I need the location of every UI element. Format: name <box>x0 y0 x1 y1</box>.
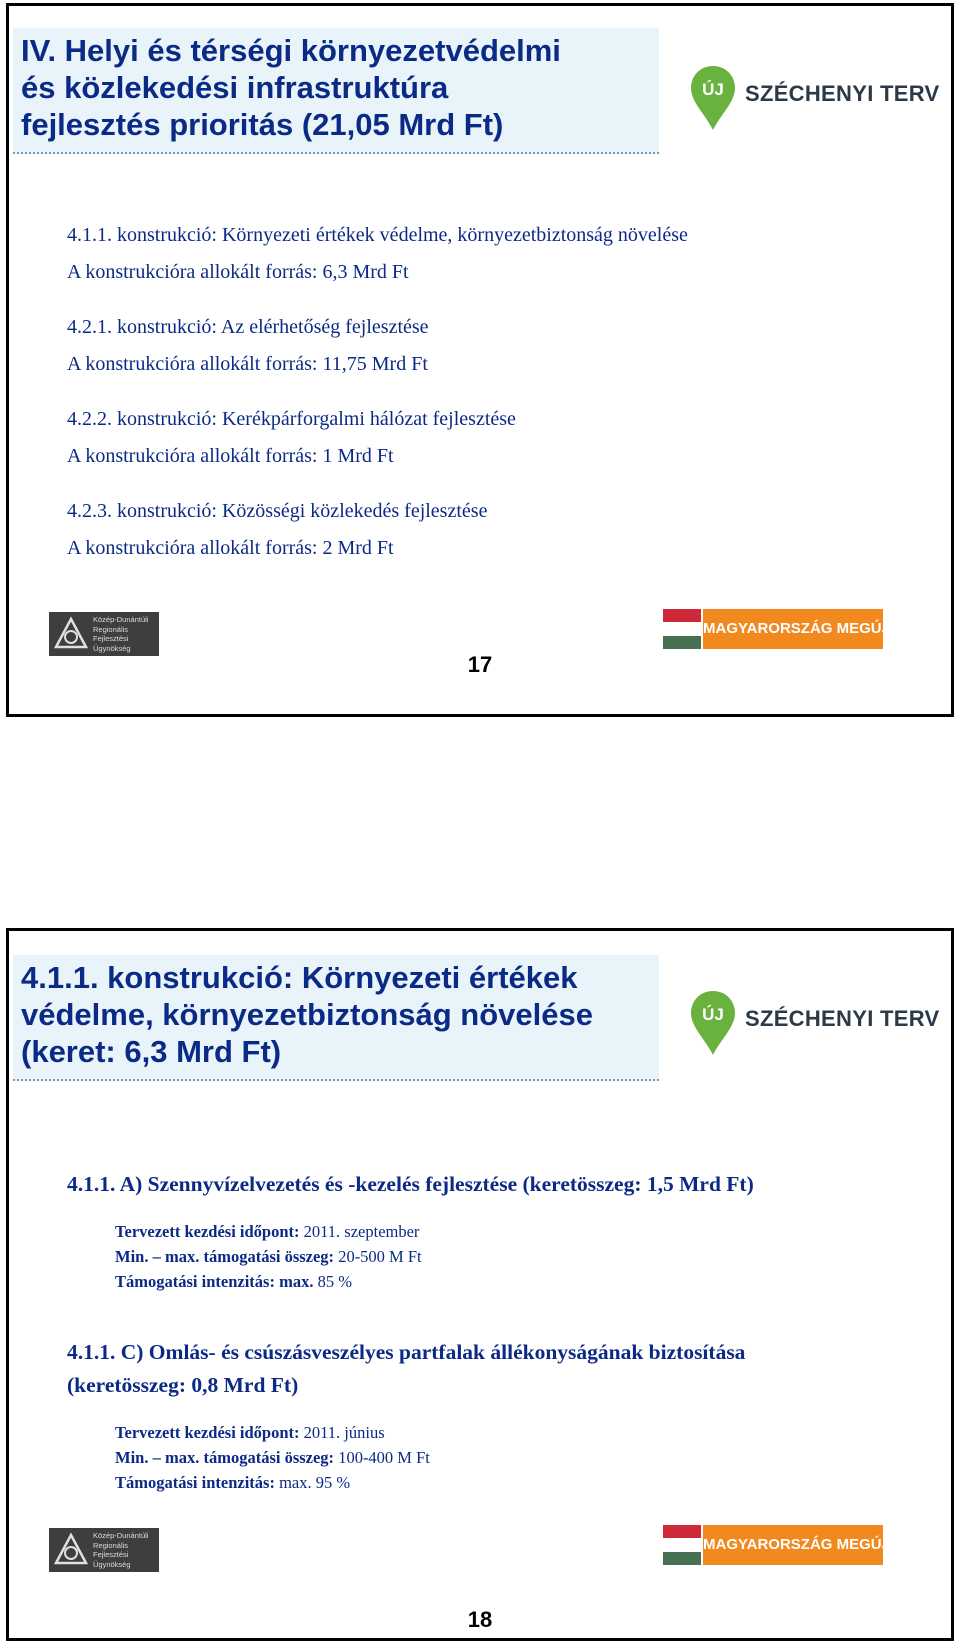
start-date-row <box>115 1219 931 1244</box>
triangle-knot-icon <box>53 616 89 652</box>
item-title: 4.1.1. konstrukció: Környezeti értékek védelme, környezetbiztonság növelése <box>67 224 688 246</box>
triangle-knot-icon <box>53 1532 89 1568</box>
list-item <box>67 493 931 567</box>
title-line: és közlekedési infrastruktúra <box>21 70 449 105</box>
logo-banner-text: MAGYARORSZÁG MEGÚJUL <box>703 1525 883 1565</box>
logo-szechenyi-text: SZÉCHENYI TERV <box>745 1006 940 1031</box>
magyarorszag-megujul-logo <box>663 1525 910 1565</box>
title-line: védelme, környezetbiztonság növelése <box>21 997 593 1032</box>
kdr-line: Regionális <box>93 1540 129 1550</box>
amount-row <box>115 1244 931 1269</box>
kdr-line: Fejlesztési <box>93 634 129 643</box>
item-allocation: A konstrukcióra allokált forrás: 11,75 Mrd Ft <box>67 353 428 375</box>
intensity-value: 85 % <box>317 1272 352 1291</box>
slide-18 <box>6 928 954 1641</box>
start-date-row <box>115 1420 931 1445</box>
block-a <box>67 1168 931 1294</box>
item-allocation: A konstrukcióra allokált forrás: 2 Mrd Ft <box>67 537 394 559</box>
amount-label: Min. – max. támogatási összeg: <box>115 1448 335 1467</box>
start-label: Tervezett kezdési időpont: <box>115 1423 300 1442</box>
intensity-label: Támogatási intenzitás: <box>115 1473 275 1492</box>
block-details <box>115 1420 931 1495</box>
list-item <box>67 217 931 291</box>
start-value: 2011. szeptember <box>303 1222 420 1241</box>
intensity-row <box>115 1470 931 1495</box>
start-label: Tervezett kezdési időpont: <box>115 1222 300 1241</box>
block-details <box>115 1219 931 1294</box>
logo-banner-text: MAGYARORSZÁG MEGÚJUL <box>703 609 883 649</box>
szechenyi-terv-logo <box>689 983 939 1063</box>
szechenyi-terv-logo <box>689 58 939 138</box>
title-line: fejlesztés prioritás (21,05 Mrd Ft) <box>21 107 504 142</box>
intensity-label: Támogatási intenzitás: max. <box>115 1272 314 1291</box>
slide-title <box>13 28 659 154</box>
magyarorszag-megujul-logo <box>663 609 910 649</box>
item-title: 4.2.2. konstrukció: Kerékpárforgalmi hálózat fejlesztése <box>67 408 516 430</box>
construction-list <box>67 217 931 585</box>
kdr-line: Fejlesztési <box>93 1550 129 1559</box>
hungarian-flag-icon <box>663 1525 701 1565</box>
item-title: 4.2.1. konstrukció: Az elérhetőség fejlesztése <box>67 316 429 338</box>
intensity-value: max. 95 % <box>279 1473 351 1492</box>
block-heading-budget: (keretösszeg: 0,8 Mrd Ft) <box>67 1373 299 1397</box>
page-number: 18 <box>467 1607 493 1632</box>
intensity-row <box>115 1269 931 1294</box>
sub-construction-details <box>67 1168 931 1495</box>
map-pin-icon <box>689 989 737 1057</box>
map-pin-icon <box>689 64 737 132</box>
amount-label: Min. – max. támogatási összeg: <box>115 1247 335 1266</box>
kdr-line: Ügynökség <box>93 643 131 653</box>
kdr-line: Ügynökség <box>93 1559 131 1569</box>
title-line: (keret: 6,3 Mrd Ft) <box>21 1034 282 1069</box>
logo-uj-text: ÚJ <box>702 1005 724 1024</box>
list-item <box>67 401 931 475</box>
amount-row <box>115 1445 931 1470</box>
item-title: 4.2.3. konstrukció: Közösségi közlekedés fejlesztése <box>67 500 488 522</box>
slide-17 <box>6 3 954 717</box>
page-number: 17 <box>467 652 493 677</box>
kdr-line: Közép-Dunántúli <box>93 615 149 624</box>
block-c <box>67 1336 931 1495</box>
kdr-line: Regionális <box>93 624 129 634</box>
title-line: 4.1.1. konstrukció: Környezeti értékek <box>21 960 578 995</box>
amount-value: 100-400 M Ft <box>338 1448 430 1467</box>
kdr-agency-logo <box>49 612 159 656</box>
amount-value: 20-500 M Ft <box>338 1247 422 1266</box>
block-heading: 4.1.1. A) Szennyvízelvezetés és -kezelés fejlesztése (keretösszeg: 1,5 Mrd Ft) <box>67 1172 754 1196</box>
title-line: IV. Helyi és térségi környezetvédelmi <box>21 33 561 68</box>
start-value: 2011. június <box>303 1423 385 1442</box>
slide-title <box>13 955 659 1081</box>
item-allocation: A konstrukcióra allokált forrás: 6,3 Mrd Ft <box>67 261 409 283</box>
list-item <box>67 309 931 383</box>
logo-szechenyi-text: SZÉCHENYI TERV <box>745 81 940 106</box>
hungarian-flag-icon <box>663 609 701 649</box>
block-heading: 4.1.1. C) Omlás- és csúszásveszélyes partfalak állékonyságának biztosítása <box>67 1340 746 1364</box>
item-allocation: A konstrukcióra allokált forrás: 1 Mrd Ft <box>67 445 394 467</box>
kdr-agency-logo <box>49 1528 159 1572</box>
logo-uj-text: ÚJ <box>702 80 724 99</box>
kdr-line: Közép-Dunántúli <box>93 1531 149 1540</box>
